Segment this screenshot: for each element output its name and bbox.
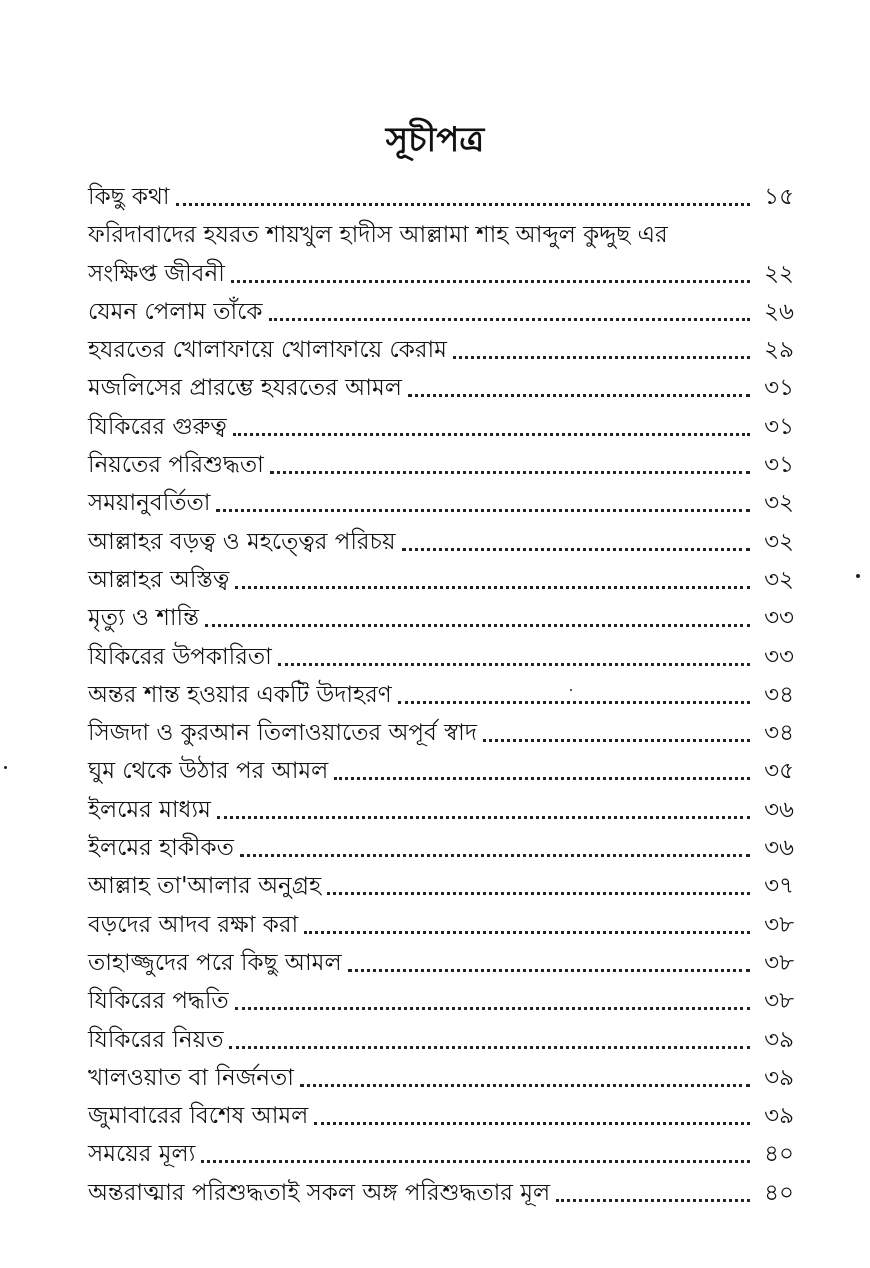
dot-leader xyxy=(300,1083,750,1087)
toc-entry-page-number: ৩৯ xyxy=(764,1103,794,1130)
toc-entry-page-number: ৩৩ xyxy=(764,605,794,632)
toc-entry-page-number: ৩২ xyxy=(764,528,794,555)
toc-entry-label: কিছু কথা xyxy=(88,184,170,210)
toc-entry xyxy=(88,250,794,288)
dot-leader xyxy=(327,891,750,895)
toc-entry-label: আল্লাহ তা'আলার অনুগ্রহ xyxy=(88,873,322,900)
dot-leader xyxy=(216,508,750,512)
toc-entry-page-number: ৩২ xyxy=(764,566,794,593)
toc-entry-label: মজলিসের প্রারম্ভে হযরতের আমল xyxy=(88,375,402,402)
dot-leader xyxy=(453,355,750,359)
toc-entry xyxy=(88,212,794,250)
toc-entry-label: নিয়তের পরিশুদ্ধতা xyxy=(88,452,264,479)
dot-leader xyxy=(231,279,750,283)
toc-entry-page-number: ৩১ xyxy=(764,452,794,479)
toc-entry-page-number: ৩১ xyxy=(764,375,794,402)
toc-entry xyxy=(88,403,794,441)
toc-entry-page-number: ২৬ xyxy=(764,298,794,325)
toc-entry xyxy=(88,1055,794,1093)
toc-entry xyxy=(88,327,794,365)
toc-entry-label: জুমাবারের বিশেষ আমল xyxy=(88,1103,309,1130)
toc-entry xyxy=(88,978,794,1016)
toc-entry-label: সিজদা ও কুরআন তিলাওয়াতের অপূর্ব স্বাদ xyxy=(88,720,477,747)
toc-entry xyxy=(88,1131,794,1169)
dot-leader xyxy=(201,1159,750,1163)
toc-entry-label: হযরতের খোলাফায়ে খোলাফায়ে কেরাম xyxy=(88,337,447,364)
toc-entry-page-number: ৩৮ xyxy=(764,911,794,938)
toc-entry xyxy=(88,940,794,978)
dot-leader xyxy=(233,432,750,436)
toc-entry-page-number: ৩৫ xyxy=(764,758,794,785)
toc-entry xyxy=(88,365,794,403)
dot-leader xyxy=(235,1006,750,1010)
toc-entry-label: তাহাজ্জুদের পরে কিছু আমল xyxy=(88,949,342,976)
toc-entry-label: আল্লাহর অস্তিত্ব xyxy=(88,566,230,593)
toc-entry-page-number: ৩১ xyxy=(764,413,794,440)
dot-leader xyxy=(240,853,750,857)
toc-entry xyxy=(88,863,794,901)
toc-entry-page-number: ২৯ xyxy=(764,337,794,364)
page-title: সূচীপত্র xyxy=(385,120,485,160)
dot-leader xyxy=(269,317,751,321)
dot-leader xyxy=(334,776,750,780)
dot-leader xyxy=(556,1198,750,1202)
toc-entry-label: মৃত্যু ও শান্তি xyxy=(88,605,199,632)
toc-entry-page-number: ৩৮ xyxy=(764,949,794,976)
toc-entry-page-number: ৩৩ xyxy=(764,643,794,670)
dot-leader xyxy=(205,623,750,627)
scan-speck xyxy=(570,689,572,691)
toc-entry-page-number: ২২ xyxy=(764,260,794,287)
toc-entry xyxy=(88,557,794,595)
toc-entry-label: অন্তর শান্ত হওয়ার একটি উদাহরণ xyxy=(88,681,392,708)
dot-leader xyxy=(229,1045,750,1049)
toc-entry-page-number: ৩৯ xyxy=(764,1026,794,1053)
toc-entry-label: সময়ের মূল্য xyxy=(88,1141,196,1168)
toc-entry-label: ফরিদাবাদের হযরত শায়খুল হাদীস আল্লামা শাহ আব্দুল কুদ্দুছ এর xyxy=(88,222,668,249)
dot-leader xyxy=(270,470,750,474)
toc-entry-label: যিকিরের উপকারিতা xyxy=(88,643,272,670)
toc-entry xyxy=(88,1016,794,1054)
toc-entry-label: আল্লাহর বড়ত্ব ও মহত্ত্বের পরিচয় xyxy=(88,528,396,555)
toc-entry xyxy=(88,595,794,633)
dot-leader xyxy=(483,738,750,742)
dot-leader xyxy=(278,662,750,666)
toc-entry-page-number: ৩২ xyxy=(764,490,794,517)
toc-entry xyxy=(88,289,794,327)
toc-entry-label: বড়দের আদব রক্ষা করা xyxy=(88,911,299,938)
dot-leader xyxy=(314,1121,750,1125)
scan-speck xyxy=(4,766,7,769)
toc-entry xyxy=(88,825,794,863)
toc-entry xyxy=(88,786,794,824)
toc-entry xyxy=(88,901,794,939)
toc-entry xyxy=(88,480,794,518)
toc-entry-label: সময়ানুবর্তিতা xyxy=(88,490,211,517)
dot-leader xyxy=(217,815,750,819)
toc-entry xyxy=(88,168,794,212)
toc-entry-label: অন্তরাত্মার পরিশুদ্ধতাই সকল অঙ্গ পরিশুদ্ধতার মূল xyxy=(88,1179,551,1206)
toc-entry-page-number: ৪০ xyxy=(764,1179,794,1206)
toc-entry-page-number: ৩৯ xyxy=(764,1064,794,1091)
toc-entry-page-number: ৩৬ xyxy=(764,835,794,862)
toc-entry xyxy=(88,442,794,480)
table-of-contents xyxy=(88,168,794,1208)
toc-entry-label: যিকিরের নিয়ত xyxy=(88,1026,224,1053)
dot-leader xyxy=(304,930,750,934)
dot-leader xyxy=(398,700,750,704)
toc-entry xyxy=(88,1169,794,1207)
toc-entry-label: ইলমের হাকীকত xyxy=(88,835,234,862)
toc-entry xyxy=(88,710,794,748)
toc-entry-page-number: ৩৪ xyxy=(764,720,794,747)
toc-entry-label: ইলমের মাধ্যম xyxy=(88,796,211,823)
toc-entry-page-number: ৩৮ xyxy=(764,988,794,1015)
dot-leader xyxy=(402,547,750,551)
toc-entry-page-number: ৩৭ xyxy=(764,873,794,900)
toc-entry-label: খালওয়াত বা নির্জনতা xyxy=(88,1064,294,1091)
toc-entry-label: যিকিরের পদ্ধতি xyxy=(88,988,229,1015)
toc-entry-label: সংক্ষিপ্ত জীবনী xyxy=(88,260,225,287)
toc-entry xyxy=(88,748,794,786)
dot-leader xyxy=(235,585,750,589)
toc-entry-page-number: ১৫ xyxy=(764,184,794,210)
toc-entry-label: ঘুম থেকে উঠার পর আমল xyxy=(88,758,329,785)
toc-entry-label: যেমন পেলাম তাঁকে xyxy=(88,298,263,325)
toc-entry-page-number: ৩৬ xyxy=(764,796,794,823)
toc-entry-page-number: ৩৪ xyxy=(764,681,794,708)
toc-entry xyxy=(88,672,794,710)
dot-leader xyxy=(176,202,750,206)
dot-leader xyxy=(408,393,750,397)
toc-entry-label: যিকিরের গুরুত্ব xyxy=(88,413,227,440)
toc-entry xyxy=(88,1093,794,1131)
scan-speck xyxy=(856,574,860,578)
toc-entry xyxy=(88,518,794,556)
dot-leader xyxy=(348,968,750,972)
toc-entry-page-number: ৪০ xyxy=(764,1141,794,1168)
toc-entry xyxy=(88,633,794,671)
